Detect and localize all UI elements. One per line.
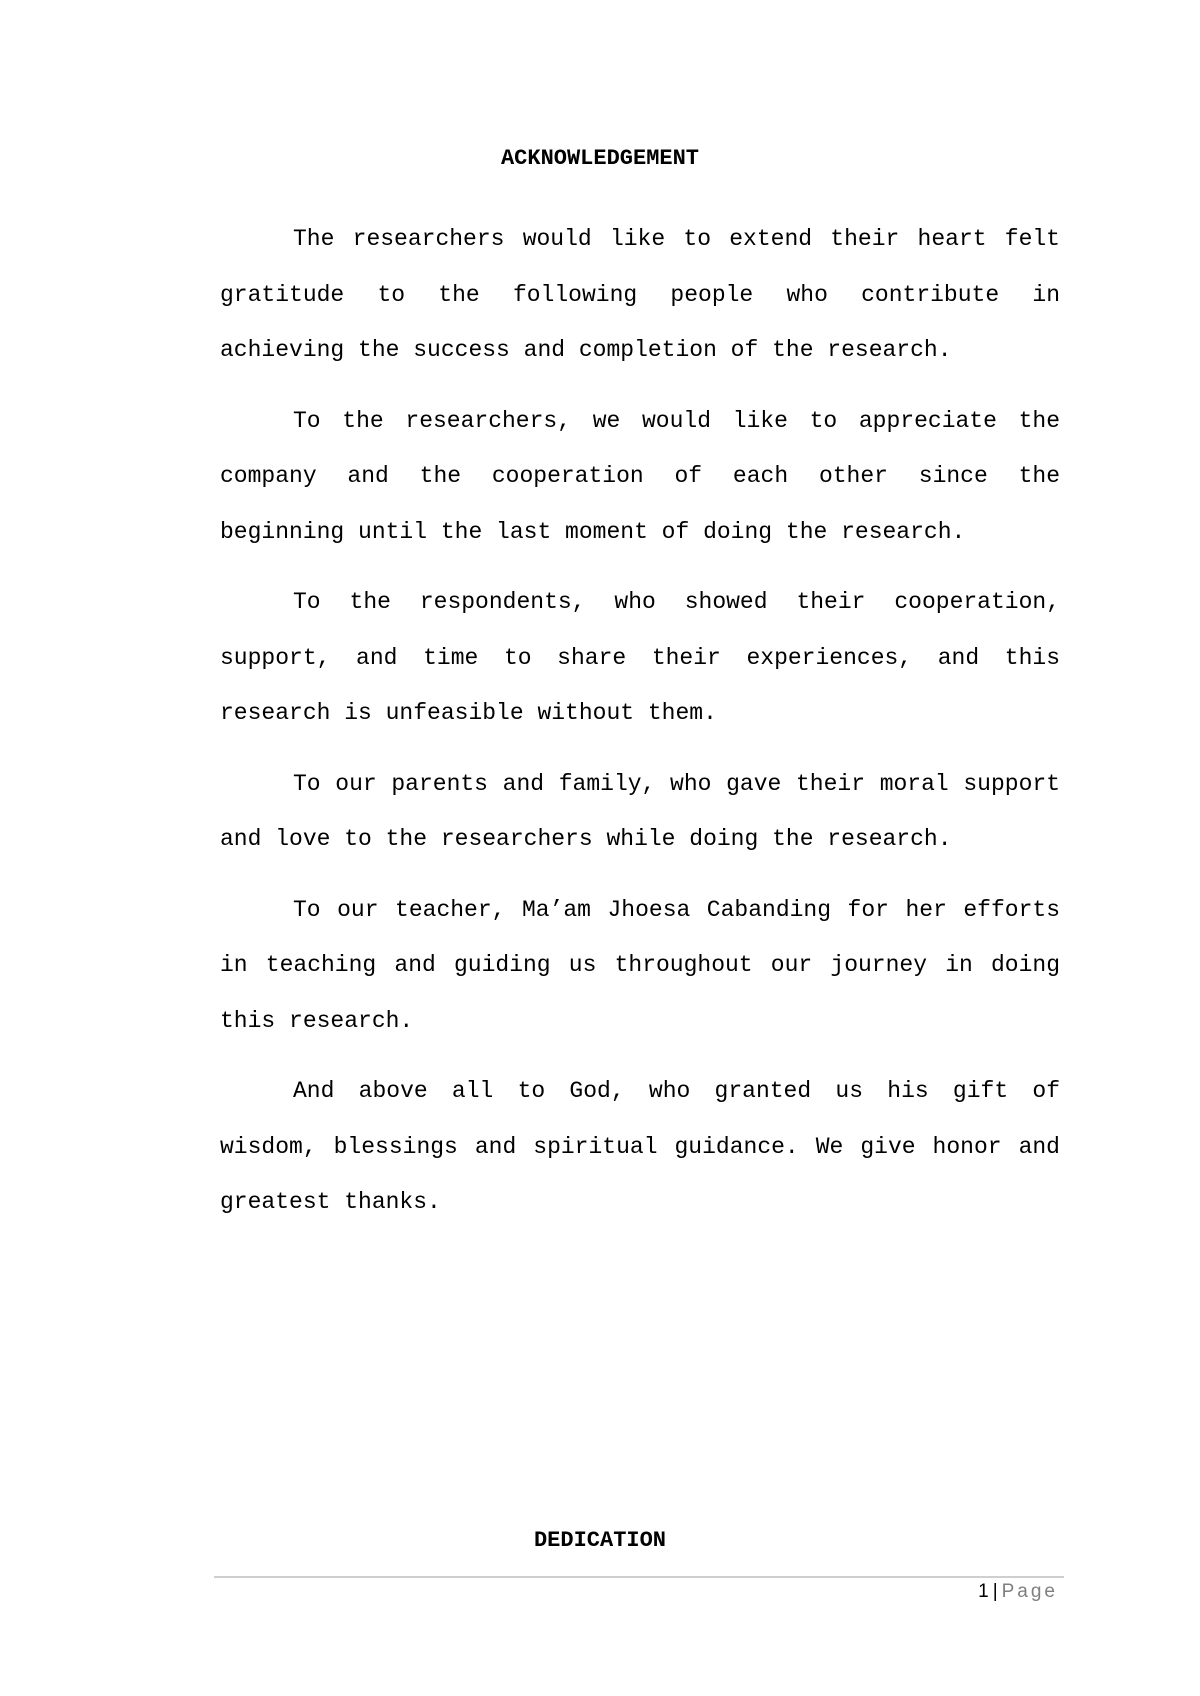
paragraph: The researchers would like to extend their heart felt gratitude to the following people who contribute in achieving the success and completion of the research. <box>220 226 1060 363</box>
footer-separator: | <box>992 1581 998 1602</box>
paragraph: To the respondents, who showed their cooperation, support, and time to share their experiences, and this research is unfeasible without them. <box>220 589 1060 726</box>
acknowledgement-body <box>220 212 1060 1246</box>
footer-divider <box>214 1576 1064 1578</box>
page-footer <box>978 1581 1058 1603</box>
paragraph: To our parents and family, who gave their moral support and love to the researchers while doing the research. <box>220 770 1060 852</box>
paragraph: And above all to God, who granted us his gift of wisdom, blessings and spiritual guidance. We give honor and greatest thanks. <box>220 1078 1060 1215</box>
acknowledgement-heading: ACKNOWLEDGEMENT <box>500 146 700 171</box>
dedication-heading: DEDICATION <box>533 1528 667 1553</box>
page-number: 1 <box>978 1581 989 1602</box>
page-label: Page <box>1001 1581 1058 1602</box>
paragraph: To the researchers, we would like to appreciate the company and the cooperation of each other since the beginning until the last moment of doing the research. <box>220 407 1060 545</box>
paragraph: To our teacher, Ma’am Jhoesa Cabanding for her efforts in teaching and guiding us throughout our journey in doing this research. <box>220 896 1060 1034</box>
